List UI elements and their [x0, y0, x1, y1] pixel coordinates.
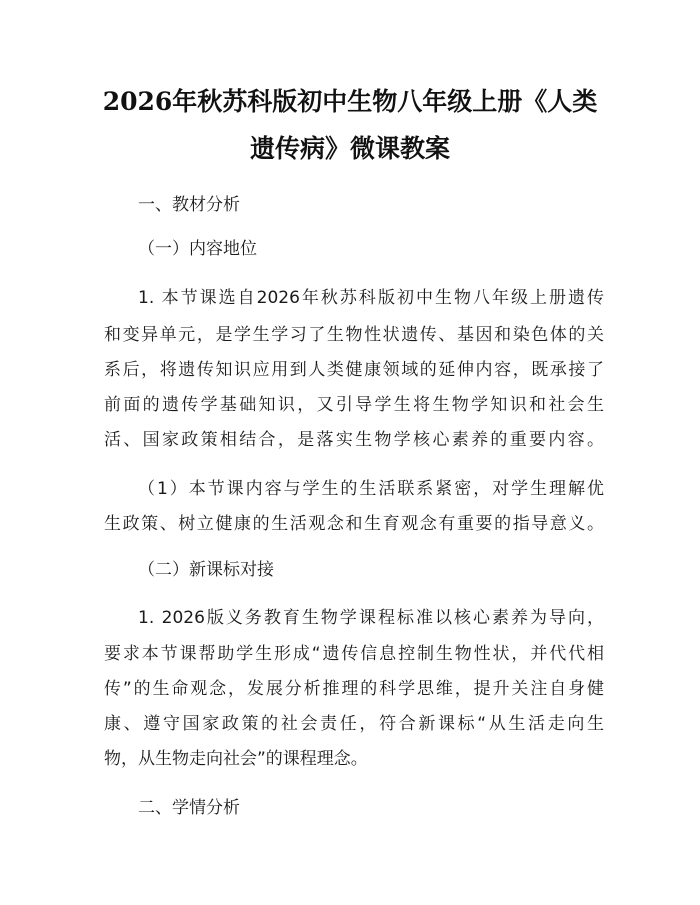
paragraph-3-line-2: 要求本节课帮助学生形成“遗传信息控制生物性状，并代代相: [104, 644, 604, 664]
paragraph-1-line-2: 和变异单元，是学生学习了生物性状遗传、基因和染色体的关: [104, 325, 604, 345]
paragraph-1-line-1: 1. 本节课选自2026年秋苏科版初中生物八年级上册遗传: [138, 288, 604, 308]
paragraph-3-line-4: 康、遵守国家政策的社会责任，符合新课标“从生活走向生: [104, 714, 604, 734]
subsection-heading-new-curriculum: （二）新课标对接: [138, 560, 274, 580]
paragraph-1-line-3: 系后，将遗传知识应用到人类健康领域的延伸内容，既承接了: [104, 360, 604, 380]
paragraph-3-line-5: 物，从生物走向社会”的课程理念。: [104, 749, 368, 769]
paragraph-2-line-1: （1）本节课内容与学生的生活联系紧密，对学生理解优: [138, 479, 604, 499]
paragraph-2-line-2: 生政策、树立健康的生活观念和生育观念有重要的指导意义。: [104, 514, 604, 534]
subsection-heading-content-position: （一）内容地位: [138, 239, 257, 259]
paragraph-1-line-5: 活、国家政策相结合，是落实生物学核心素养的重要内容。: [104, 430, 604, 450]
paragraph-3-line-1: 1. 2026版义务教育生物学课程标准以核心素养为导向，: [138, 608, 604, 628]
document-title-line-2: 遗传病》微课教案: [249, 134, 450, 163]
section-heading-learner-analysis: 二、学情分析: [138, 798, 240, 818]
section-heading-textbook-analysis: 一、教材分析: [138, 195, 240, 215]
paragraph-3-line-3: 传”的生命观念，发展分析推理的科学思维，提升关注自身健: [104, 679, 604, 699]
document-title-line-1: 2026年秋苏科版初中生物八年级上册《人类: [102, 87, 598, 116]
paragraph-1-line-4: 前面的遗传学基础知识，又引导学生将生物学知识和社会生: [104, 395, 604, 415]
